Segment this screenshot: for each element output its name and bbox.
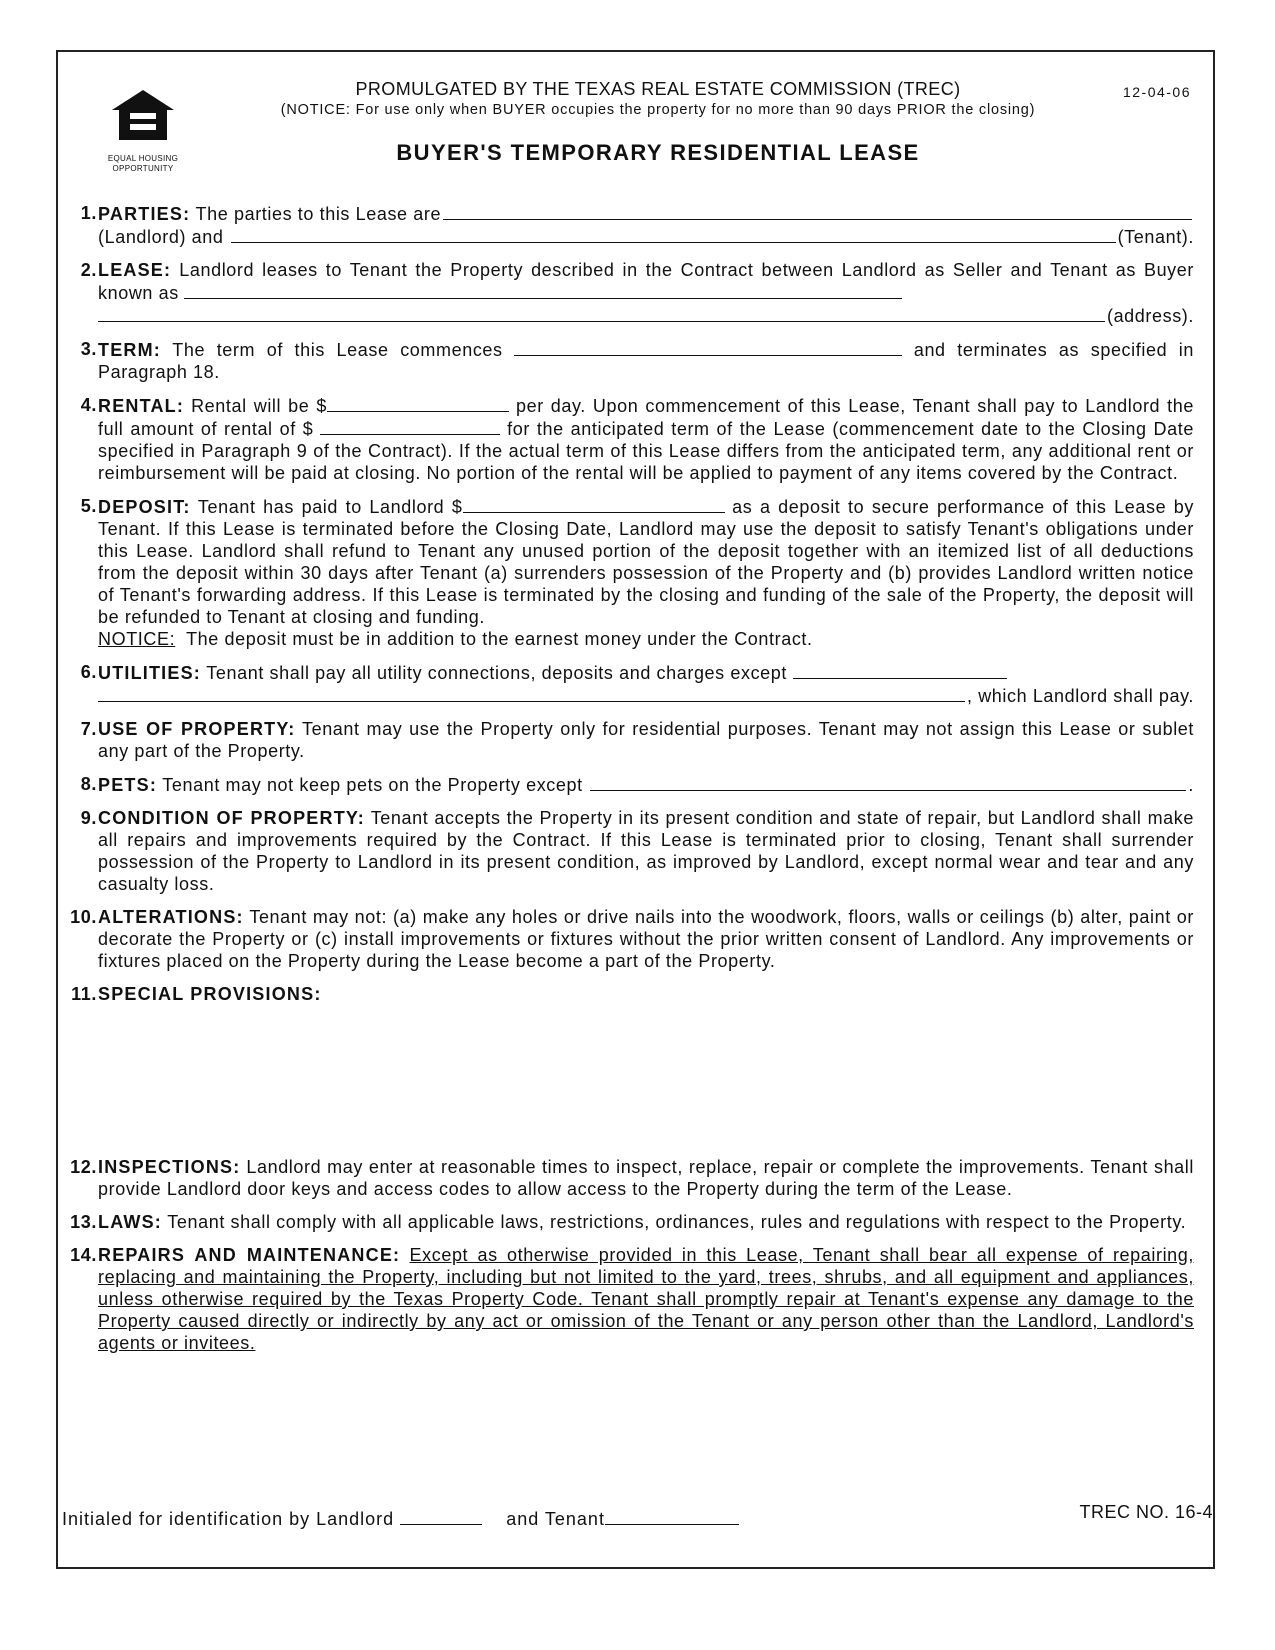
deposit-notice (98, 628, 1194, 650)
section-number: 2. (80, 260, 97, 280)
section-heading: INSPECTIONS: (98, 1157, 241, 1177)
notice-label: NOTICE: (98, 629, 176, 649)
section-number: 13. (70, 1212, 97, 1232)
pets-exception-blank[interactable] (590, 773, 1186, 791)
section-number: 4. (80, 395, 97, 415)
section-text: Tenant may use the Property only for residential purposes. Tenant may not assign this Lease or sublet any part of the Property. (98, 719, 1195, 761)
address-line-2 (98, 304, 1194, 327)
notice-text: The deposit must be in addition to the earnest money under the Contract. (175, 629, 813, 649)
section-term (70, 338, 1194, 383)
utilities-line-2 (98, 684, 1194, 707)
section-body (97, 1244, 1194, 1354)
section-text: . (1188, 775, 1194, 795)
section-alterations (70, 906, 1194, 972)
section-pets (70, 773, 1194, 796)
utilities-exception-blank-2[interactable] (98, 684, 965, 702)
section-text: for the anticipated term of the Lease (commencement date to the Closing Date specified in Paragraph 9 of the Contract). If the actual term of this Lease differs from the anticipated term, any additional rent or reimbursement will be paid at closing. No portion of the rental will be applied to payment of any items covered by the Contract. (98, 419, 1194, 483)
section-body (97, 338, 1194, 383)
section-text: Except as otherwise provided in this Lease, Tenant shall bear all expense of repairing, replacing and maintaining the Property, including but not limited to the yard, trees, shrubs, and all equipment and appliances, unless otherwise required by the Texas Property Code. Tenant shall promptly repair at Tenant's expense any damage to the Property caused directly or indirectly by any act or omission of the Tenant or any person other than the Landlord, Landlord's agents or invitees. (98, 1245, 1194, 1353)
logo-caption-line2: OPPORTUNITY (112, 164, 174, 173)
section-text: (address). (1106, 306, 1194, 326)
section-text: Landlord leases to Tenant the Property described in the Contract between Landlord as Seller and Tenant as Buyer known as (98, 260, 1194, 303)
section-body (97, 906, 1194, 972)
section-body (97, 983, 1194, 1145)
section-number: 6. (80, 662, 97, 682)
section-parties (70, 202, 1194, 248)
section-utilities (70, 661, 1194, 707)
section-text: Tenant may not keep pets on the Property except (157, 775, 589, 795)
section-body (97, 1156, 1194, 1200)
section-text: , which Landlord shall pay. (967, 686, 1194, 706)
landlord-name-blank[interactable] (443, 202, 1192, 220)
daily-rent-blank[interactable] (327, 394, 509, 412)
section-heading: TERM: (98, 340, 161, 360)
section-number: 3. (80, 339, 97, 359)
section-text: Landlord may enter at reasonable times to inspect, replace, repair or complete the improvements. Tenant shall provide Landlord door keys and access codes to allow access to the Property during the term of the Lease. (98, 1157, 1194, 1199)
section-body (97, 394, 1194, 484)
section-heading: DEPOSIT: (98, 497, 191, 517)
section-number: 7. (80, 719, 97, 739)
address-blank-2[interactable] (98, 304, 1105, 322)
section-heading: RENTAL: (98, 396, 185, 416)
landlord-initials-blank[interactable] (400, 1507, 482, 1525)
special-provisions-area[interactable] (98, 1005, 1194, 1145)
section-heading: CONDITION OF PROPERTY: (98, 808, 365, 828)
and-tenant-text: and Tenant (500, 1509, 605, 1529)
form-frame (56, 50, 1215, 1569)
section-text: Tenant shall pay all utility connections, deposits and charges except (201, 663, 793, 683)
logo-caption (84, 154, 202, 174)
section-text: Tenant has paid to Landlord $ (190, 497, 463, 517)
section-text: The term of this Lease commences (161, 340, 515, 360)
parties-line-2 (98, 225, 1194, 248)
section-body (97, 807, 1194, 895)
document-title: BUYER'S TEMPORARY RESIDENTIAL LEASE (396, 140, 920, 165)
section-special-provisions (70, 983, 1194, 1145)
form-number: TREC NO. 16-4 (1079, 1502, 1213, 1522)
section-text: The parties to this Lease are (190, 204, 442, 224)
section-text: per day. Upon commencement of this Lease, Tenant shall pay to Landlord the full amount of rental of $ (98, 396, 1194, 439)
section-number: 9. (80, 808, 97, 828)
section-body (97, 661, 1194, 707)
deposit-amount-blank[interactable] (463, 495, 725, 513)
section-body (97, 495, 1194, 650)
header-notice: (NOTICE: For use only when BUYER occupies the property for no more than 90 days PRIOR the closing) (280, 102, 1036, 118)
section-text: and terminates as specified in Paragraph 18. (98, 340, 1194, 382)
section-heading: LEASE: (98, 260, 172, 280)
equal-housing-logo (84, 88, 202, 174)
pets-line (98, 773, 1194, 796)
section-number: 1. (80, 203, 97, 223)
section-inspections (70, 1156, 1194, 1200)
section-heading: REPAIRS AND MAINTENANCE: (98, 1245, 401, 1265)
address-blank-1[interactable] (184, 281, 902, 299)
section-number: 12. (70, 1157, 97, 1177)
section-heading: PETS: (98, 775, 158, 795)
section-deposit (70, 495, 1194, 650)
section-text: (Landlord) and (98, 227, 230, 247)
section-body (97, 718, 1194, 762)
form-date: 12-04-06 (1122, 84, 1191, 100)
section-text: (Tenant). (1117, 227, 1194, 247)
section-text: Rental will be $ (184, 396, 327, 416)
promulgated-heading: PROMULGATED BY THE TEXAS REAL ESTATE COMMISSION (TREC) (355, 79, 961, 99)
section-body (97, 1211, 1194, 1233)
section-body (97, 202, 1194, 248)
section-number: 5. (80, 496, 97, 516)
section-heading: SPECIAL PROVISIONS: (98, 984, 322, 1004)
section-text: Tenant shall comply with all applicable laws, restrictions, ordinances, rules and regulations with respect to the Property. (162, 1212, 1187, 1232)
utilities-exception-blank-1[interactable] (793, 661, 1007, 679)
section-heading: LAWS: (98, 1212, 162, 1232)
initials-text: Initialed for identification by Landlord (62, 1509, 401, 1529)
section-rental (70, 394, 1194, 484)
section-number: 10. (70, 907, 97, 927)
lease-sections (70, 202, 1194, 1365)
section-laws (70, 1211, 1194, 1233)
commencement-date-blank[interactable] (514, 338, 902, 356)
initials-line (62, 1507, 739, 1530)
equal-housing-house-icon (110, 88, 176, 142)
total-rent-blank[interactable] (320, 417, 500, 435)
section-repairs-and-maintenance (70, 1244, 1194, 1354)
section-body (97, 259, 1194, 327)
section-lease (70, 259, 1194, 327)
tenant-initials-blank[interactable] (605, 1507, 739, 1525)
parties-line-1 (98, 202, 1194, 225)
section-text: Tenant accepts the Property in its present condition and state of repair, but Landlord shall make all repairs and improvements required by the Contract. If this Lease is terminated prior to closing, Tenant shall surrender possession of the Property to Landlord in its present condition, as improved by Landlord, except normal wear and tear and any casualty loss. (98, 808, 1194, 894)
logo-caption-line1: EQUAL HOUSING (107, 154, 179, 163)
section-body (97, 773, 1194, 796)
section-heading: PARTIES: (98, 204, 191, 224)
section-use-of-property (70, 718, 1194, 762)
section-number: 8. (80, 774, 97, 794)
tenant-name-blank[interactable] (231, 225, 1115, 243)
section-text: as a deposit to secure performance of this Lease by Tenant. If this Lease is terminated before the Closing Date, Landlord may use the deposit to satisfy Tenant's obligations under this Lease. Landlord shall refund to Tenant any unused portion of the deposit together with an itemized list of all deductions from the deposit within 30 days after Tenant (a) surrenders possession of the Property and (b) provides Landlord written notice of Tenant's forwarding address. If this Lease is terminated by the closing and funding of the sale of the Property, the deposit will be refunded to Tenant at closing and funding. (98, 497, 1195, 627)
section-text: Tenant may not: (a) make any holes or drive nails into the woodwork, floors, walls or ceilings (b) alter, paint or decorate the Property or (c) install improvements or fixtures without the prior written consent of Landlord. Any improvements or fixtures placed on the Property during the Lease become a part of the Property. (98, 907, 1194, 971)
section-number: 11. (71, 984, 97, 1004)
section-heading: ALTERATIONS: (98, 907, 244, 927)
section-condition-of-property (70, 807, 1194, 895)
section-number: 14. (70, 1245, 97, 1265)
section-heading: UTILITIES: (98, 663, 201, 683)
section-heading: USE OF PROPERTY: (98, 719, 296, 739)
